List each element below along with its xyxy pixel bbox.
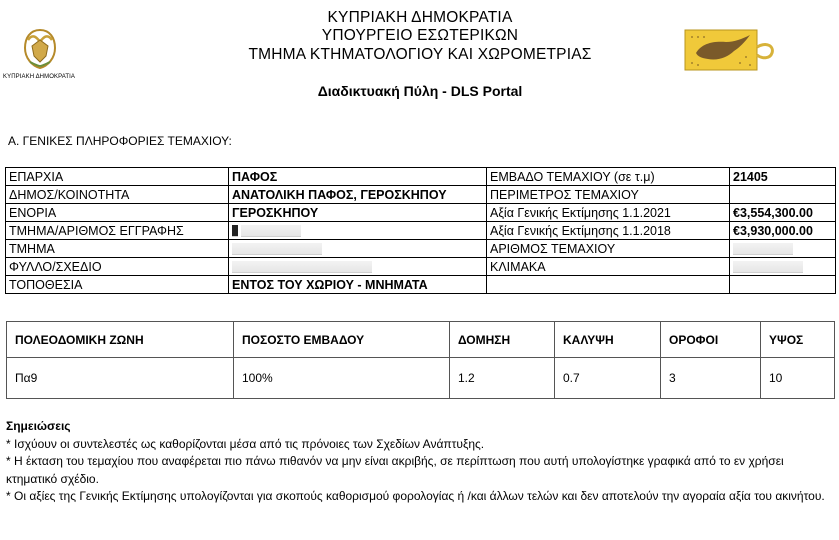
label-valuation-2021: Αξία Γενικής Εκτίμησης 1.1.2021	[487, 204, 730, 222]
header-height: ΥΨΟΣ	[761, 322, 835, 358]
header-area-percent: ΠΟΣΟΣΤΟ ΕΜΒΑΔΟΥ	[234, 322, 450, 358]
dls-logo-icon	[684, 27, 779, 73]
zoning-table	[6, 321, 835, 399]
value-valuation-2021: €3,554,300.00	[730, 204, 836, 222]
empty-cell	[730, 276, 836, 294]
label-plot-number: ΑΡΙΘΜΟΣ ΤΕΜΑΧΙΟΥ	[487, 240, 730, 258]
table-row	[6, 222, 836, 240]
value-section-redacted	[229, 240, 487, 258]
table-row	[7, 358, 835, 399]
value-perimeter	[730, 186, 836, 204]
value-area: 21405	[730, 168, 836, 186]
coat-of-arms-label: ΚΥΠΡΙΑΚΗ ΔΗΜΟΚΡΑΤΙΑ	[3, 74, 76, 80]
notes-title: Σημειώσεις	[6, 419, 71, 433]
note-item: * Οι αξίες της Γενικής Εκτίμησης υπολογίζονται για σκοπούς καθορισμού φορολογίας ή /και άλλων τελών και δεν αποτελούν την αγοραία αξία του ακινήτου.	[6, 489, 825, 504]
empty-cell	[487, 276, 730, 294]
property-info-table	[5, 167, 836, 294]
table-header-row	[7, 322, 835, 358]
label-valuation-2018: Αξία Γενικής Εκτίμησης 1.1.2018	[487, 222, 730, 240]
coat-of-arms-icon	[20, 26, 60, 70]
notes-section	[6, 418, 834, 506]
header-coverage: ΚΑΛΥΨΗ	[555, 322, 661, 358]
label-scale: ΚΛΙΜΑΚΑ	[487, 258, 730, 276]
value-registration-redacted	[229, 222, 487, 240]
value-parish: ΓΕΡΟΣΚΗΠΟΥ	[229, 204, 487, 222]
header-republic: ΚΥΠΡΙΑΚΗ ΔΗΜΟΚΡΑΤΙΑ	[327, 9, 513, 26]
header-floors: ΟΡΟΦΟΙ	[661, 322, 761, 358]
value-height: 10	[761, 358, 835, 399]
label-location: ΤΟΠΟΘΕΣΙΑ	[6, 276, 229, 294]
label-sheet-plan: ΦΥΛΛΟ/ΣΧΕΔΙΟ	[6, 258, 229, 276]
label-parish: ΕΝΟΡΙΑ	[6, 204, 229, 222]
note-item: * Η έκταση του τεμαχίου που αναφέρεται πιο πάνω πιθανόν να μην είναι ακριβής, σε περίπτωση που αυτή υπολογίστηκε γραφικά από το εν χρήσει κτηματικό σχέδιο.	[6, 454, 784, 486]
section-title: Α. ΓΕΝΙΚΕΣ ΠΛΗΡΟΦΟΡΙΕΣ ΤΕΜΑΧΙΟΥ:	[8, 134, 232, 148]
label-registration: ΤΜΗΜΑ/ΑΡΙΘΜΟΣ ΕΓΓΡΑΦΗΣ	[6, 222, 229, 240]
value-area-percent: 100%	[234, 358, 450, 399]
header-ministry: ΥΠΟΥΡΓΕΙΟ ΕΣΩΤΕΡΙΚΩΝ	[321, 27, 519, 44]
table-row	[6, 240, 836, 258]
note-item: * Ισχύουν οι συντελεστές ως καθορίζονται μέσα από τις πρόνοιες των Σχεδίων Ανάπτυξης.	[6, 436, 485, 451]
table-row	[6, 168, 836, 186]
header-department: ΤΜΗΜΑ ΚΤΗΜΑΤΟΛΟΓΙΟΥ ΚΑΙ ΧΩΡΟΜΕΤΡΙΑΣ	[248, 46, 592, 63]
table-row	[6, 186, 836, 204]
label-municipality: ΔΗΜΟΣ/ΚΟΙΝΟΤΗΤΑ	[6, 186, 229, 204]
value-floors: 3	[661, 358, 761, 399]
value-plot-number-redacted	[730, 240, 836, 258]
value-district: ΠΑΦΟΣ	[229, 168, 487, 186]
header-zone: ΠΟΛΕΟΔΟΜΙΚΗ ΖΩΝΗ	[7, 322, 234, 358]
value-zone: Πα9	[7, 358, 234, 399]
label-section: ΤΜΗΜΑ	[6, 240, 229, 258]
value-coverage: 0.7	[555, 358, 661, 399]
table-row	[6, 204, 836, 222]
portal-title: Διαδικτυακή Πύλη - DLS Portal	[317, 83, 523, 99]
value-sheet-plan-redacted	[229, 258, 487, 276]
value-building-ratio: 1.2	[450, 358, 555, 399]
value-scale-redacted	[730, 258, 836, 276]
header-building-ratio: ΔΟΜΗΣΗ	[450, 322, 555, 358]
value-location: ΕΝΤΟΣ ΤΟΥ ΧΩΡΙΟΥ - ΜΝΗΜΑΤΑ	[229, 276, 487, 294]
value-municipality: ΑΝΑΤΟΛΙΚΗ ΠΑΦΟΣ, ΓΕΡΟΣΚΗΠΟΥ	[229, 186, 487, 204]
label-district: ΕΠΑΡΧΙΑ	[6, 168, 229, 186]
value-valuation-2018: €3,930,000.00	[730, 222, 836, 240]
label-perimeter: ΠΕΡΙΜΕΤΡΟΣ ΤΕΜΑΧΙΟΥ	[487, 186, 730, 204]
table-row	[6, 276, 836, 294]
table-row	[6, 258, 836, 276]
label-area: ΕΜΒΑΔΟ ΤΕΜΑΧΙΟΥ (σε τ.μ)	[487, 168, 730, 186]
